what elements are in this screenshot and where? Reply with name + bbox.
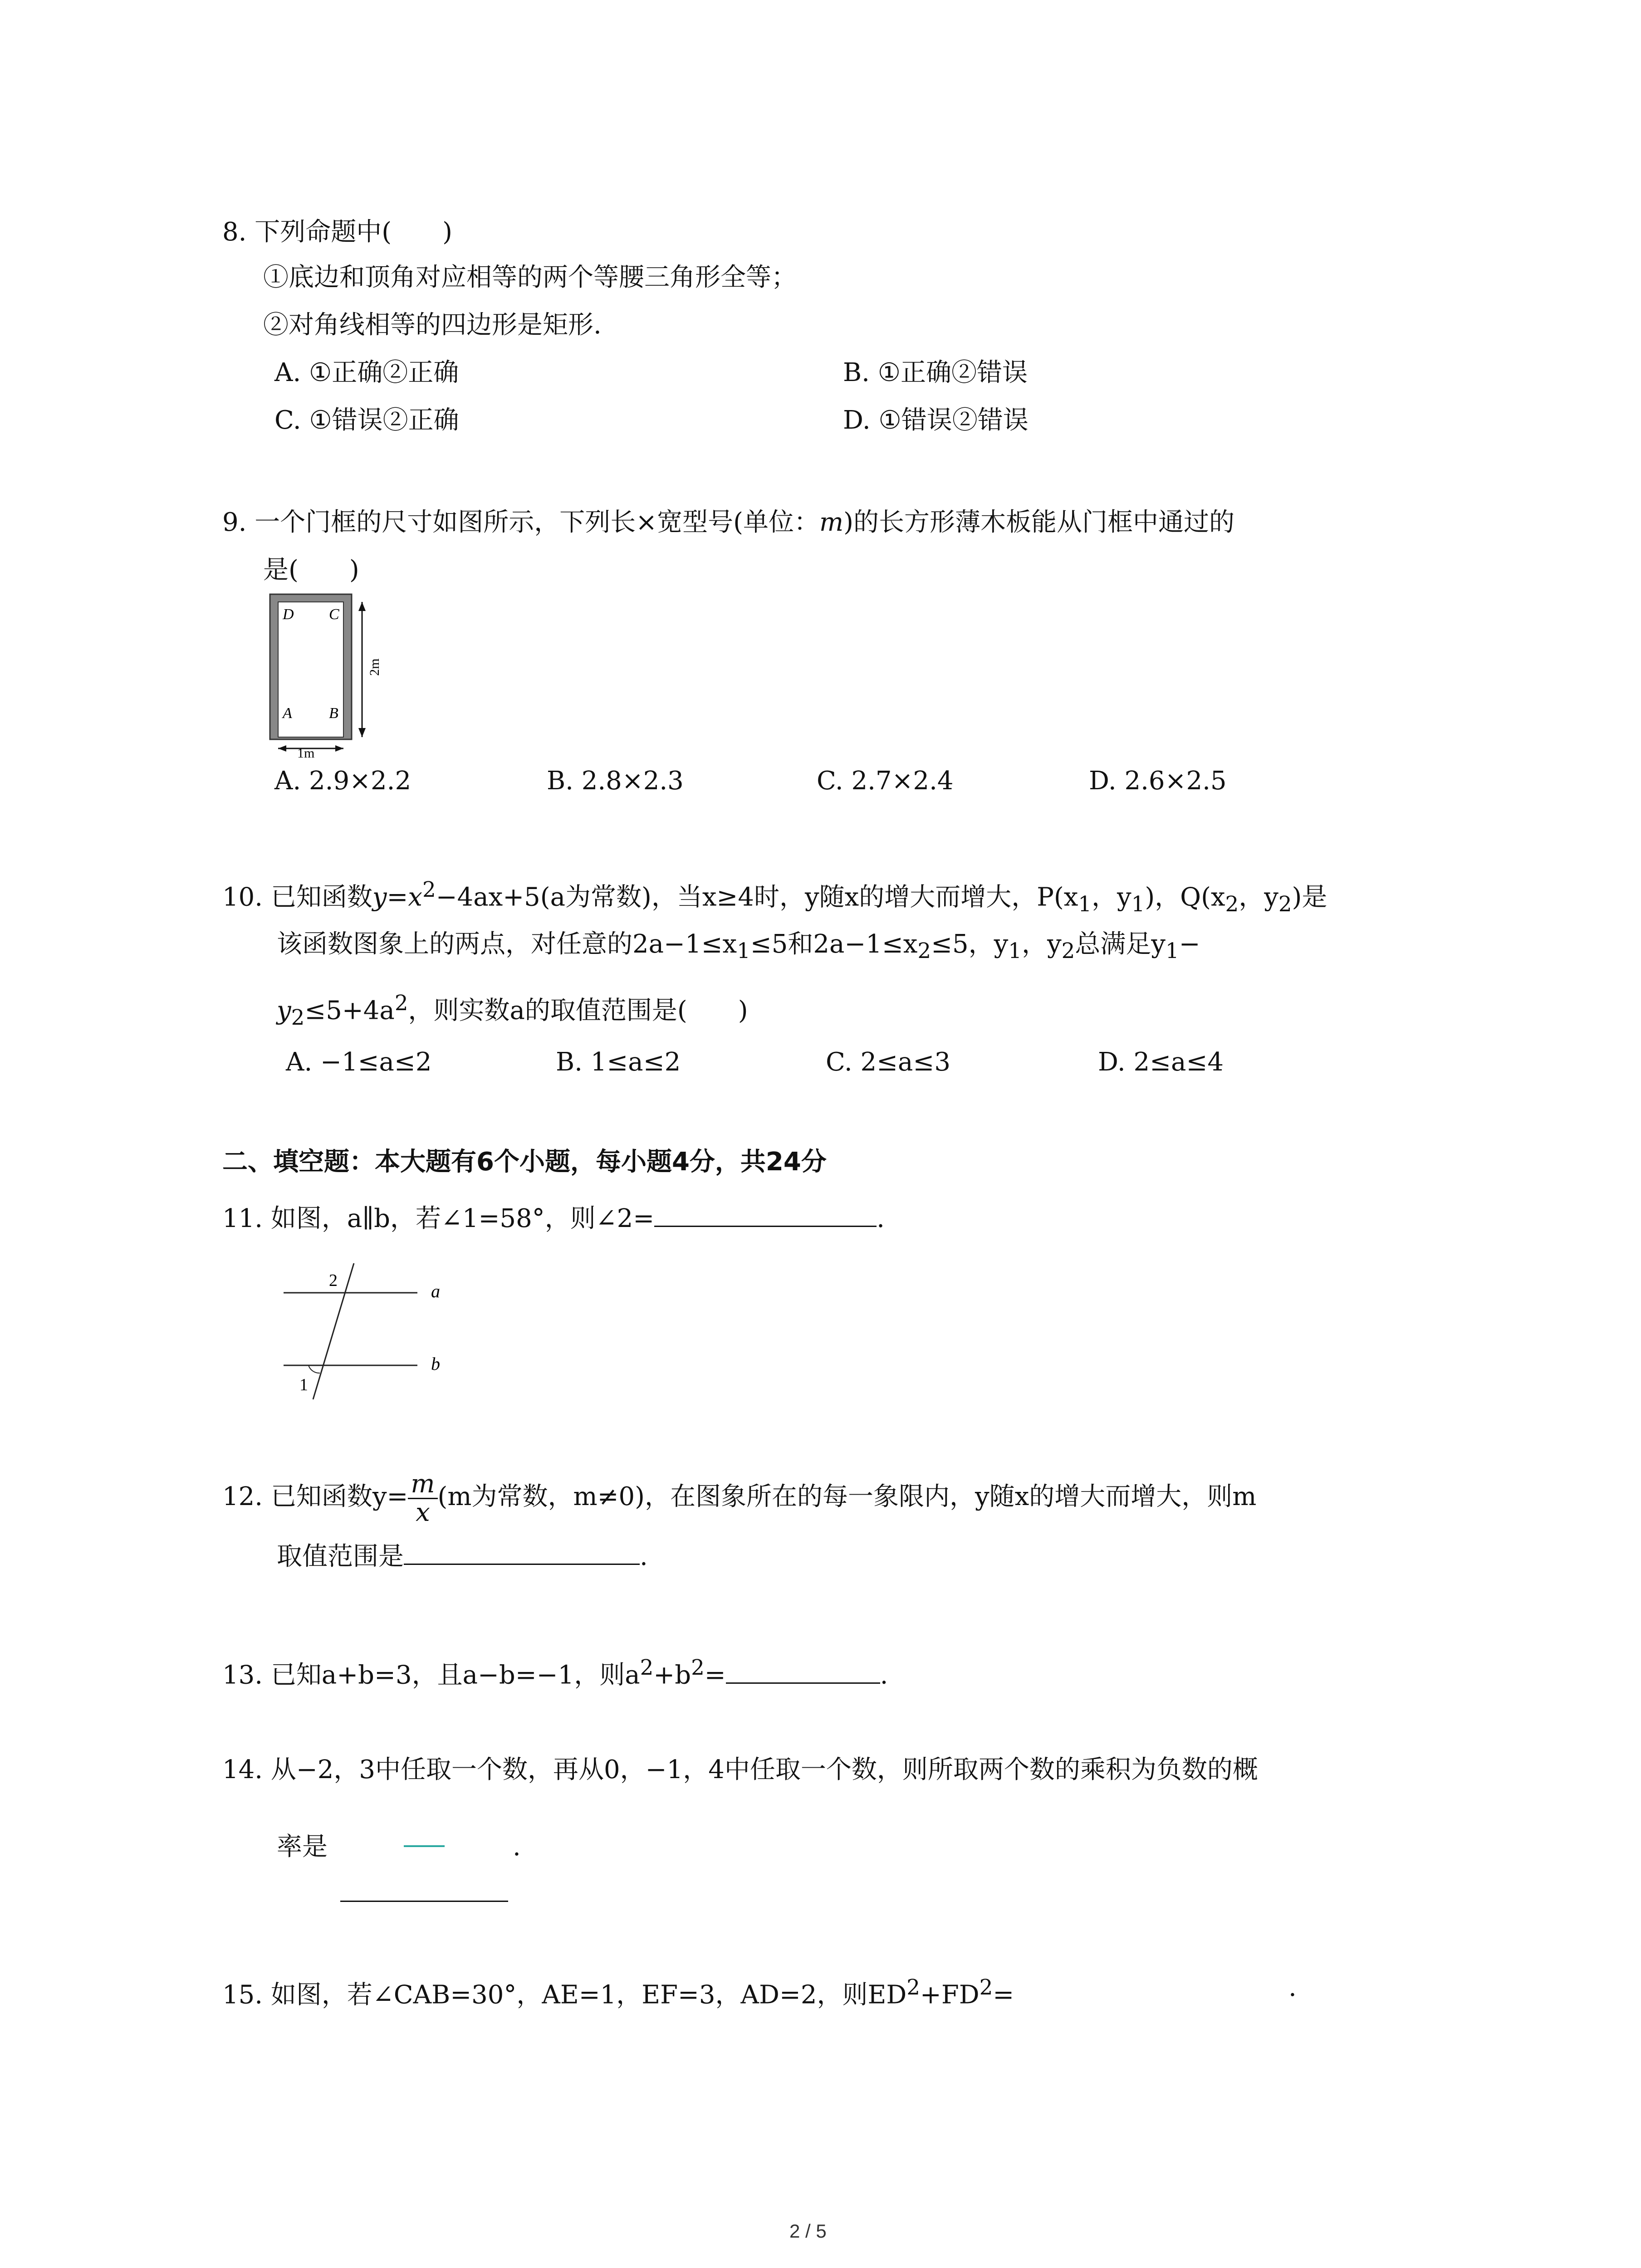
- q10-l2-a: 该函数图象上的两点，对任意的2a−1≤x: [277, 929, 737, 959]
- section-2-heading: 二、填空题：本大题有6个小题，每小题4分，共24分: [222, 1147, 827, 1177]
- q11-end: .: [877, 1204, 885, 1233]
- q14-answer-blank[interactable]: [340, 1882, 508, 1902]
- q12-text-b: (m为常数，m≠0)，在图象所在的每一象限内，y随x的增大而增大，则m: [437, 1482, 1257, 1511]
- q11-text: 11. 如图，a∥b，若∠1=58°，则∠2=: [222, 1204, 655, 1233]
- q10-l1-sub4: 2: [1278, 892, 1292, 917]
- height-label: 2m: [367, 658, 382, 676]
- q8-option-b: B. ①正确②错误: [843, 358, 1028, 387]
- q12-line2: [277, 1542, 648, 1571]
- q15-stem: [222, 1973, 1014, 2010]
- q13-text-c: =: [704, 1660, 726, 1690]
- q10-l3-c: ，则实数a的取值范围是( ): [408, 996, 748, 1026]
- door-frame-figure: [265, 592, 383, 760]
- q10-l2-c: ≤5，y: [931, 929, 1009, 959]
- angle-1-arc: [309, 1365, 320, 1373]
- q8-option-d: D. ①错误②错误: [843, 406, 1029, 435]
- q14-end: .: [513, 1832, 521, 1862]
- q10-l2-sub3: 1: [1008, 939, 1022, 964]
- q12-fraction-denominator: x: [416, 1498, 430, 1527]
- q9-stem-part2: )的长方形薄木板能从门框中通过的: [843, 508, 1234, 537]
- q9-option-b: B. 2.8×2.3: [547, 766, 684, 796]
- q10-l3-sub: 2: [291, 1005, 305, 1030]
- line-b-label: b: [431, 1354, 440, 1374]
- line-a-label: a: [431, 1281, 440, 1301]
- q15-sup1: 2: [906, 1975, 920, 2000]
- q13-text-a: 13. 已知a+b=3，且a−b=−1，则a: [222, 1660, 640, 1690]
- q10-l1-a: 10. 已知函数: [222, 882, 372, 912]
- q10-option-d: D. 2≤a≤4: [1098, 1047, 1224, 1077]
- q10-l1-sub3: 2: [1225, 892, 1239, 917]
- q12-end: .: [640, 1542, 648, 1571]
- q13-stem: [222, 1653, 888, 1690]
- q15-text-b: +FD: [920, 1980, 980, 2010]
- q10-l3-b: ≤5+4a: [304, 996, 395, 1026]
- q10-l1-e: )，Q(x: [1145, 882, 1225, 912]
- q12-fraction-numerator: m: [408, 1471, 437, 1499]
- q10-option-b: B. 1≤a≤2: [556, 1047, 681, 1077]
- q9-unit-m: m: [819, 508, 844, 537]
- q15-sup2: 2: [979, 1975, 993, 2000]
- q13-text-b: +b: [653, 1660, 691, 1690]
- q10-l2-f: −: [1179, 929, 1200, 959]
- q8-stem: 8. 下列命题中( ): [222, 217, 452, 247]
- q14-line2: [277, 1833, 328, 1862]
- q10-l2-e: 总满足y: [1075, 929, 1166, 959]
- q10-l1-sup: 2: [422, 878, 436, 902]
- angle-2-label: 2: [329, 1271, 338, 1290]
- fig-label-c: C: [329, 606, 339, 623]
- width-arrow-left: [278, 745, 286, 752]
- q12-text-a: 12. 已知函数y=: [222, 1482, 408, 1511]
- q10-l1-sub2: 1: [1131, 892, 1145, 917]
- q11-answer-blank[interactable]: [654, 1207, 877, 1227]
- q10-option-c: C. 2≤a≤3: [826, 1047, 950, 1077]
- q8-option-a: A. ①正确②正确: [274, 358, 459, 387]
- q13-end: .: [880, 1660, 888, 1690]
- q10-l2-sub4: 2: [1061, 939, 1075, 964]
- q14-text-line2: 率是: [277, 1832, 328, 1862]
- q13-sup1: 2: [640, 1656, 654, 1680]
- q10-line3: [277, 989, 748, 1032]
- q9-option-c: C. 2.7×2.4: [817, 766, 954, 796]
- q10-l2-sub5: 1: [1165, 939, 1179, 964]
- height-arrow-bottom: [358, 728, 366, 737]
- q10-l1-sub1: 1: [1078, 892, 1092, 917]
- q12-line1: [222, 1465, 1256, 1529]
- q10-line1: [222, 875, 1327, 919]
- q9-option-d: D. 2.6×2.5: [1089, 766, 1227, 796]
- parallel-lines-figure: [277, 1254, 458, 1404]
- width-label: 1m: [297, 746, 315, 760]
- q10-l3-a: y: [277, 996, 291, 1026]
- q13-sup2: 2: [691, 1656, 705, 1680]
- q9-option-a: A. 2.9×2.2: [274, 766, 411, 796]
- fig-label-b: B: [329, 705, 338, 722]
- q10-option-a: A. −1≤a≤2: [286, 1047, 432, 1077]
- q10-l2-b: ≤5和2a−1≤x: [750, 929, 918, 959]
- page-number: 2 / 5: [789, 2220, 827, 2242]
- q9-stem-line2: 是( ): [263, 555, 359, 585]
- q15-text-c: =: [993, 1980, 1014, 2010]
- q15-end: .: [1288, 1973, 1297, 2002]
- q10-l2-sub1: 1: [737, 939, 750, 964]
- width-arrow-right: [335, 745, 343, 752]
- q10-l1-f: ，y: [1239, 882, 1279, 912]
- q10-l3-sup: 2: [394, 991, 408, 1016]
- q10-l1-g: )是: [1292, 882, 1327, 912]
- q14-fraction-bar: [404, 1845, 445, 1847]
- height-arrow-top: [358, 602, 366, 611]
- q10-l1-b: y=x: [372, 882, 422, 912]
- q8-item-1: ①底边和顶角对应相等的两个等腰三角形全等；: [263, 263, 797, 292]
- q8-option-c: C. ①错误②正确: [274, 406, 459, 435]
- q10-l2-sub2: 2: [917, 939, 931, 964]
- q9-stem: [222, 508, 1234, 537]
- q10-l2-d: ，y: [1021, 929, 1062, 959]
- q13-answer-blank[interactable]: [726, 1664, 880, 1684]
- q10-line2: [277, 930, 1200, 966]
- q10-l1-c: −4ax+5(a为常数)，当x≥4时，y随x的增大而增大，P(x: [436, 882, 1078, 912]
- q8-item-2: ②对角线相等的四边形是矩形.: [263, 310, 602, 340]
- q9-stem-part1: 9. 一个门框的尺寸如图所示，下列长×宽型号(单位：: [222, 508, 819, 537]
- q11-stem: [222, 1204, 885, 1233]
- fig-label-a: A: [283, 705, 292, 722]
- q15-text-a: 15. 如图，若∠CAB=30°，AE=1，EF=3，AD=2，则ED: [222, 1980, 907, 2010]
- q10-l1-d: ，y: [1092, 882, 1132, 912]
- fig-label-d: D: [283, 606, 294, 623]
- q12-answer-blank[interactable]: [404, 1545, 640, 1565]
- q12-text-line2: 取值范围是: [277, 1542, 404, 1571]
- q14-line1: 14. 从−2，3中任取一个数，再从0，−1，4中任取一个数，则所取两个数的乘积为负数的概: [222, 1755, 1258, 1784]
- angle-1-label: 1: [299, 1375, 308, 1394]
- q12-fraction: [408, 1471, 437, 1526]
